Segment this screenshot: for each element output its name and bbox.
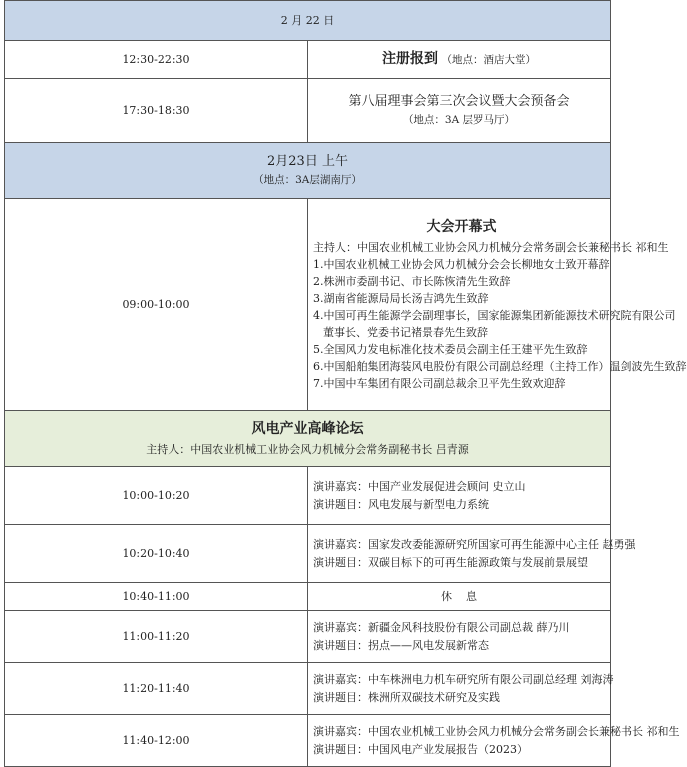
opening-item: 4.中国可再生能源学会副理事长，国家能源集团新能源技术研究院有限公司 [313, 308, 676, 322]
opening-item: 6.中国船舶集团海装风电股份有限公司副总经理（主持工作）温剑波先生致辞 [313, 359, 687, 373]
opening-item: 2.株洲市委副书记、市长陈恢清先生致辞 [313, 274, 511, 288]
time-cell: 11:40-12:00 [5, 715, 308, 767]
schedule-table [4, 0, 687, 767]
opening-item: 5.全国风力发电标准化技术委员会副主任王建平先生致辞 [313, 342, 588, 356]
talk-cell [308, 467, 611, 525]
opening-title: 大会开幕式 [426, 218, 497, 235]
talk-cell [308, 525, 636, 583]
talk-topic: 演讲题目：中国风电产业发展报告（2023） [313, 742, 528, 756]
talk-cell [308, 663, 614, 715]
opening-item: 7.中国中车集团有限公司副总裁余卫平先生致欢迎辞 [313, 377, 566, 390]
talk-row [5, 525, 611, 583]
talk-topic: 演讲题目：拐点——风电发展新常态 [313, 638, 489, 652]
registration-location: （地点：酒店大堂） [441, 53, 536, 66]
talk-cell [308, 715, 680, 767]
opening-cell [308, 199, 687, 411]
forum-host: 主持人：中国农业机械工业协会风力机械分会常务副秘书长 吕青源 [146, 442, 469, 456]
opening-item: 董事长、党委书记褚景春先生致辞 [323, 325, 488, 339]
forum-header-row [5, 411, 611, 467]
day1-header: 2 月 22 日 [5, 1, 611, 41]
opening-host: 主持人：中国农业机械工业协会风力机械分会常务副会长兼秘书长 祁和生 [313, 240, 669, 254]
talk-row [5, 611, 611, 663]
time-cell: 11:20-11:40 [5, 663, 308, 715]
talk-topic: 演讲题目：风电发展与新型电力系统 [313, 497, 489, 511]
time-cell: 10:00-10:20 [5, 467, 308, 525]
registration-cell [308, 41, 611, 79]
time-cell: 17:30-18:30 [5, 79, 308, 143]
talk-speaker: 演讲嘉宾：中国产业发展促进会顾问 史立山 [313, 480, 526, 494]
talk-speaker: 演讲嘉宾：中国农业机械工业协会风力机械分会常务副会长兼秘书长 祁和生 [313, 725, 680, 739]
council-title: 第八届理事会第三次会议暨大会预备会 [348, 94, 570, 110]
day2-location: （地点：3A层湖南厅） [253, 174, 362, 187]
time-cell: 12:30-22:30 [5, 41, 308, 79]
talk-topic: 演讲题目：双碳目标下的可再生能源政策与发展前景展望 [313, 555, 588, 569]
talk-speaker: 演讲嘉宾：新疆金风科技股份有限公司副总裁 薛乃川 [313, 621, 570, 635]
forum-header-cell [5, 411, 611, 467]
talk-row [5, 467, 611, 525]
council-location: （地点：3A 层罗马厅） [402, 114, 516, 127]
forum-title: 风电产业高峰论坛 [251, 421, 364, 438]
opening-item: 1.中国农业机械工业协会风力机械分会会长柳地女士致开幕辞 [313, 257, 610, 271]
talk-speaker: 演讲嘉宾：国家发改委能源研究所国家可再生能源中心主任 赵勇强 [313, 538, 636, 552]
registration-row [5, 41, 611, 79]
time-cell: 11:00-11:20 [5, 611, 308, 663]
time-cell: 09:00-10:00 [5, 199, 308, 411]
council-row [5, 79, 611, 143]
day2-header-cell [5, 143, 611, 199]
time-cell: 10:20-10:40 [5, 525, 308, 583]
day2-header-row [5, 143, 611, 199]
talk-row [5, 663, 611, 715]
talk-topic: 演讲题目：株洲所双碳技术研究及实践 [313, 690, 500, 704]
talk-speaker: 演讲嘉宾：中车株洲电力机车研究所有限公司副总经理 刘海涛 [313, 673, 614, 687]
day1-header-row [5, 1, 611, 41]
talk-cell [308, 611, 611, 663]
day2-header: 2月23日 上午 [267, 154, 348, 170]
opening-row [5, 199, 611, 411]
opening-item: 3.湖南省能源局局长汤吉鸿先生致辞 [313, 291, 489, 305]
council-cell [308, 79, 611, 143]
break-row [5, 583, 611, 611]
talk-row [5, 715, 611, 767]
break-label: 休 息 [308, 583, 611, 611]
registration-title: 注册报到 [382, 50, 438, 67]
time-cell: 10:40-11:00 [5, 583, 308, 611]
